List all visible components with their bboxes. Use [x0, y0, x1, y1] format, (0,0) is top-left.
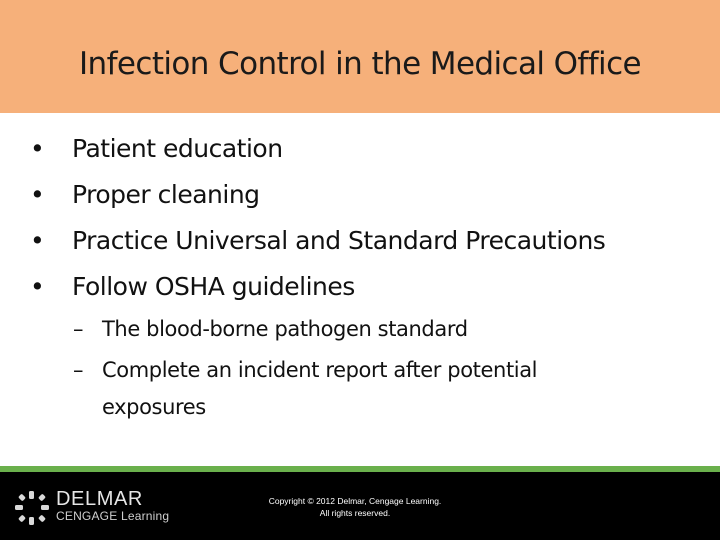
sub-bullet-text: The blood-borne pathogen standard: [102, 317, 468, 341]
bullet-marker: •: [30, 226, 45, 255]
bullet-text: Proper cleaning: [72, 180, 260, 209]
bullet-text: Follow OSHA guidelines: [72, 272, 355, 301]
slide-title: Infection Control in the Medical Office: [79, 46, 641, 82]
bullet-text: Practice Universal and Standard Precautions: [72, 226, 606, 255]
sub-bullet-item: [73, 311, 633, 348]
delmar-logo-icon: [14, 490, 50, 526]
bullet-item: [30, 226, 710, 266]
copyright-line: All rights reserved.: [319, 508, 391, 518]
copyright-notice: [240, 495, 470, 519]
copyright-line: Copyright © 2012 Delmar, Cengage Learning.: [268, 496, 442, 506]
sub-bullet-text: Complete an incident report after potential exposures: [102, 358, 538, 419]
bullet-marker: •: [30, 180, 45, 209]
bullet-marker: •: [30, 134, 45, 163]
bullet-item: [30, 134, 710, 174]
sub-bullet-marker: –: [73, 317, 84, 341]
bullet-text: Patient education: [72, 134, 283, 163]
sub-bullet-marker: –: [73, 358, 84, 382]
sub-bullet-item: [73, 352, 621, 426]
bullet-marker: •: [30, 272, 45, 301]
bullet-item: [30, 272, 710, 312]
brand-subtitle: CENGAGE Learning: [56, 509, 170, 523]
bullet-item: [30, 180, 710, 220]
brand-name: DELMAR: [56, 488, 143, 510]
